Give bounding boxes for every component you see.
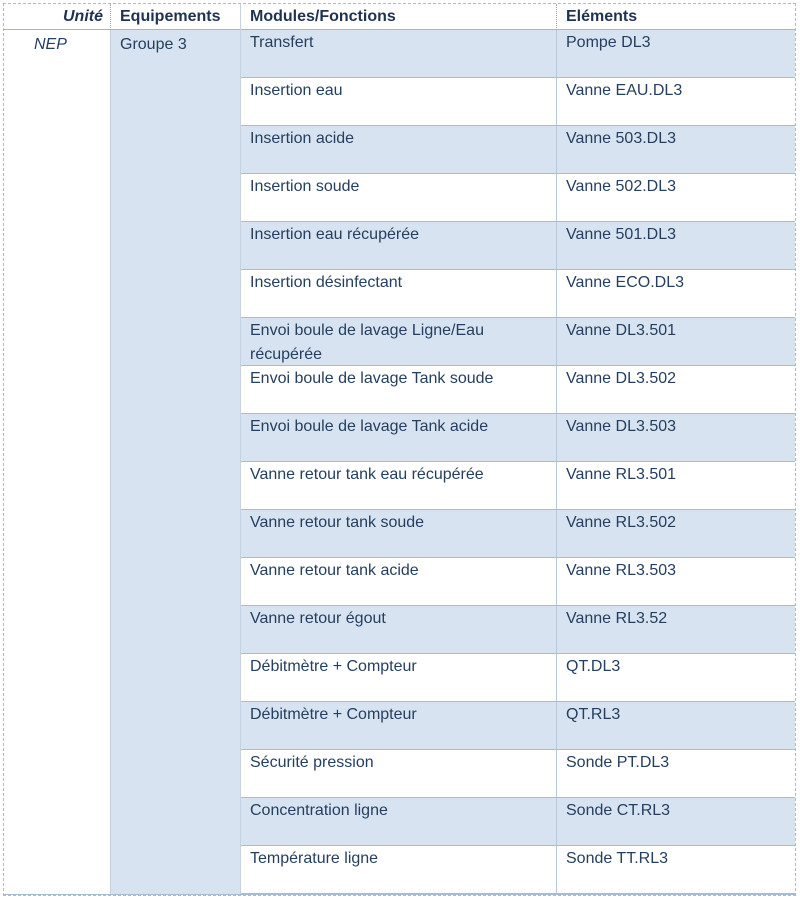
module-cell: Débitmètre + Compteur: [241, 702, 557, 749]
table-row: [241, 222, 795, 270]
element-cell: Vanne RL3.503: [566, 562, 677, 579]
table-row: [241, 318, 795, 366]
equipment-column-fill: [111, 30, 240, 895]
module-cell: Vanne retour tank acide: [241, 558, 557, 605]
module-cell: Insertion acide: [241, 126, 557, 173]
module-cell: Insertion eau récupérée: [241, 222, 557, 269]
equipment-value: Groupe 3: [120, 36, 187, 53]
table-row: [241, 174, 795, 222]
element-cell: QT.RL3: [566, 706, 621, 723]
table-bottom-border: [4, 894, 795, 895]
module-cell: Concentration ligne: [241, 798, 557, 845]
header-separator: [556, 4, 557, 30]
table-row: [241, 30, 795, 78]
element-cell: Vanne DL3.502: [566, 370, 677, 387]
element-cell: Vanne RL3.501: [566, 466, 677, 483]
table-row: [241, 366, 795, 414]
element-cell: Sonde PT.DL3: [566, 754, 670, 771]
element-cell: Vanne 502.DL3: [566, 178, 677, 195]
element-cell: Vanne 503.DL3: [566, 130, 677, 147]
unit-value: NEP: [34, 36, 67, 53]
header-unite: Unité: [63, 8, 103, 25]
element-cell: Vanne 501.DL3: [566, 226, 677, 243]
module-cell: Envoi boule de lavage Tank acide: [241, 414, 557, 461]
header-equipements: Equipements: [120, 8, 221, 25]
table-row: [241, 798, 795, 846]
header-modules: Modules/Fonctions: [250, 8, 396, 25]
element-cell: Pompe DL3: [566, 34, 651, 51]
element-cell: Vanne EAU.DL3: [566, 82, 683, 99]
table-row: [241, 126, 795, 174]
table-row: [241, 606, 795, 654]
module-cell: Envoi boule de lavage Ligne/Eau récupérée: [241, 318, 557, 365]
table-row: [241, 510, 795, 558]
element-cell: Sonde CT.RL3: [566, 802, 671, 819]
element-cell: Vanne DL3.503: [566, 418, 677, 435]
element-cell: Vanne ECO.DL3: [566, 274, 684, 291]
module-cell: Insertion eau: [241, 78, 557, 125]
module-cell: Transfert: [241, 30, 557, 77]
element-cell: Vanne RL3.502: [566, 514, 677, 531]
table-row: [241, 462, 795, 510]
header-separator: [110, 4, 111, 30]
table-row: [241, 78, 795, 126]
header-elements: Eléments: [566, 8, 638, 25]
element-cell: Sonde TT.RL3: [566, 850, 668, 867]
module-cell: Vanne retour égout: [241, 606, 557, 653]
module-cell: Débitmètre + Compteur: [241, 654, 557, 701]
table-row: [241, 654, 795, 702]
element-cell: QT.DL3: [566, 658, 621, 675]
module-cell: Insertion désinfectant: [241, 270, 557, 317]
module-cell: Température ligne: [241, 846, 557, 893]
module-cell: Vanne retour tank eau récupérée: [241, 462, 557, 509]
column-separator: [110, 30, 111, 895]
module-cell: Insertion soude: [241, 174, 557, 221]
element-cell: Vanne RL3.52: [566, 610, 668, 627]
module-cell: Envoi boule de lavage Tank soude: [241, 366, 557, 413]
module-cell: Sécurité pression: [241, 750, 557, 797]
element-cell: Vanne DL3.501: [566, 322, 677, 339]
table-row: [241, 750, 795, 798]
module-cell: Vanne retour tank soude: [241, 510, 557, 557]
table-row: [241, 270, 795, 318]
table-row: [241, 846, 795, 894]
table-row: [241, 414, 795, 462]
table-row: [241, 558, 795, 606]
table-row: [241, 702, 795, 750]
